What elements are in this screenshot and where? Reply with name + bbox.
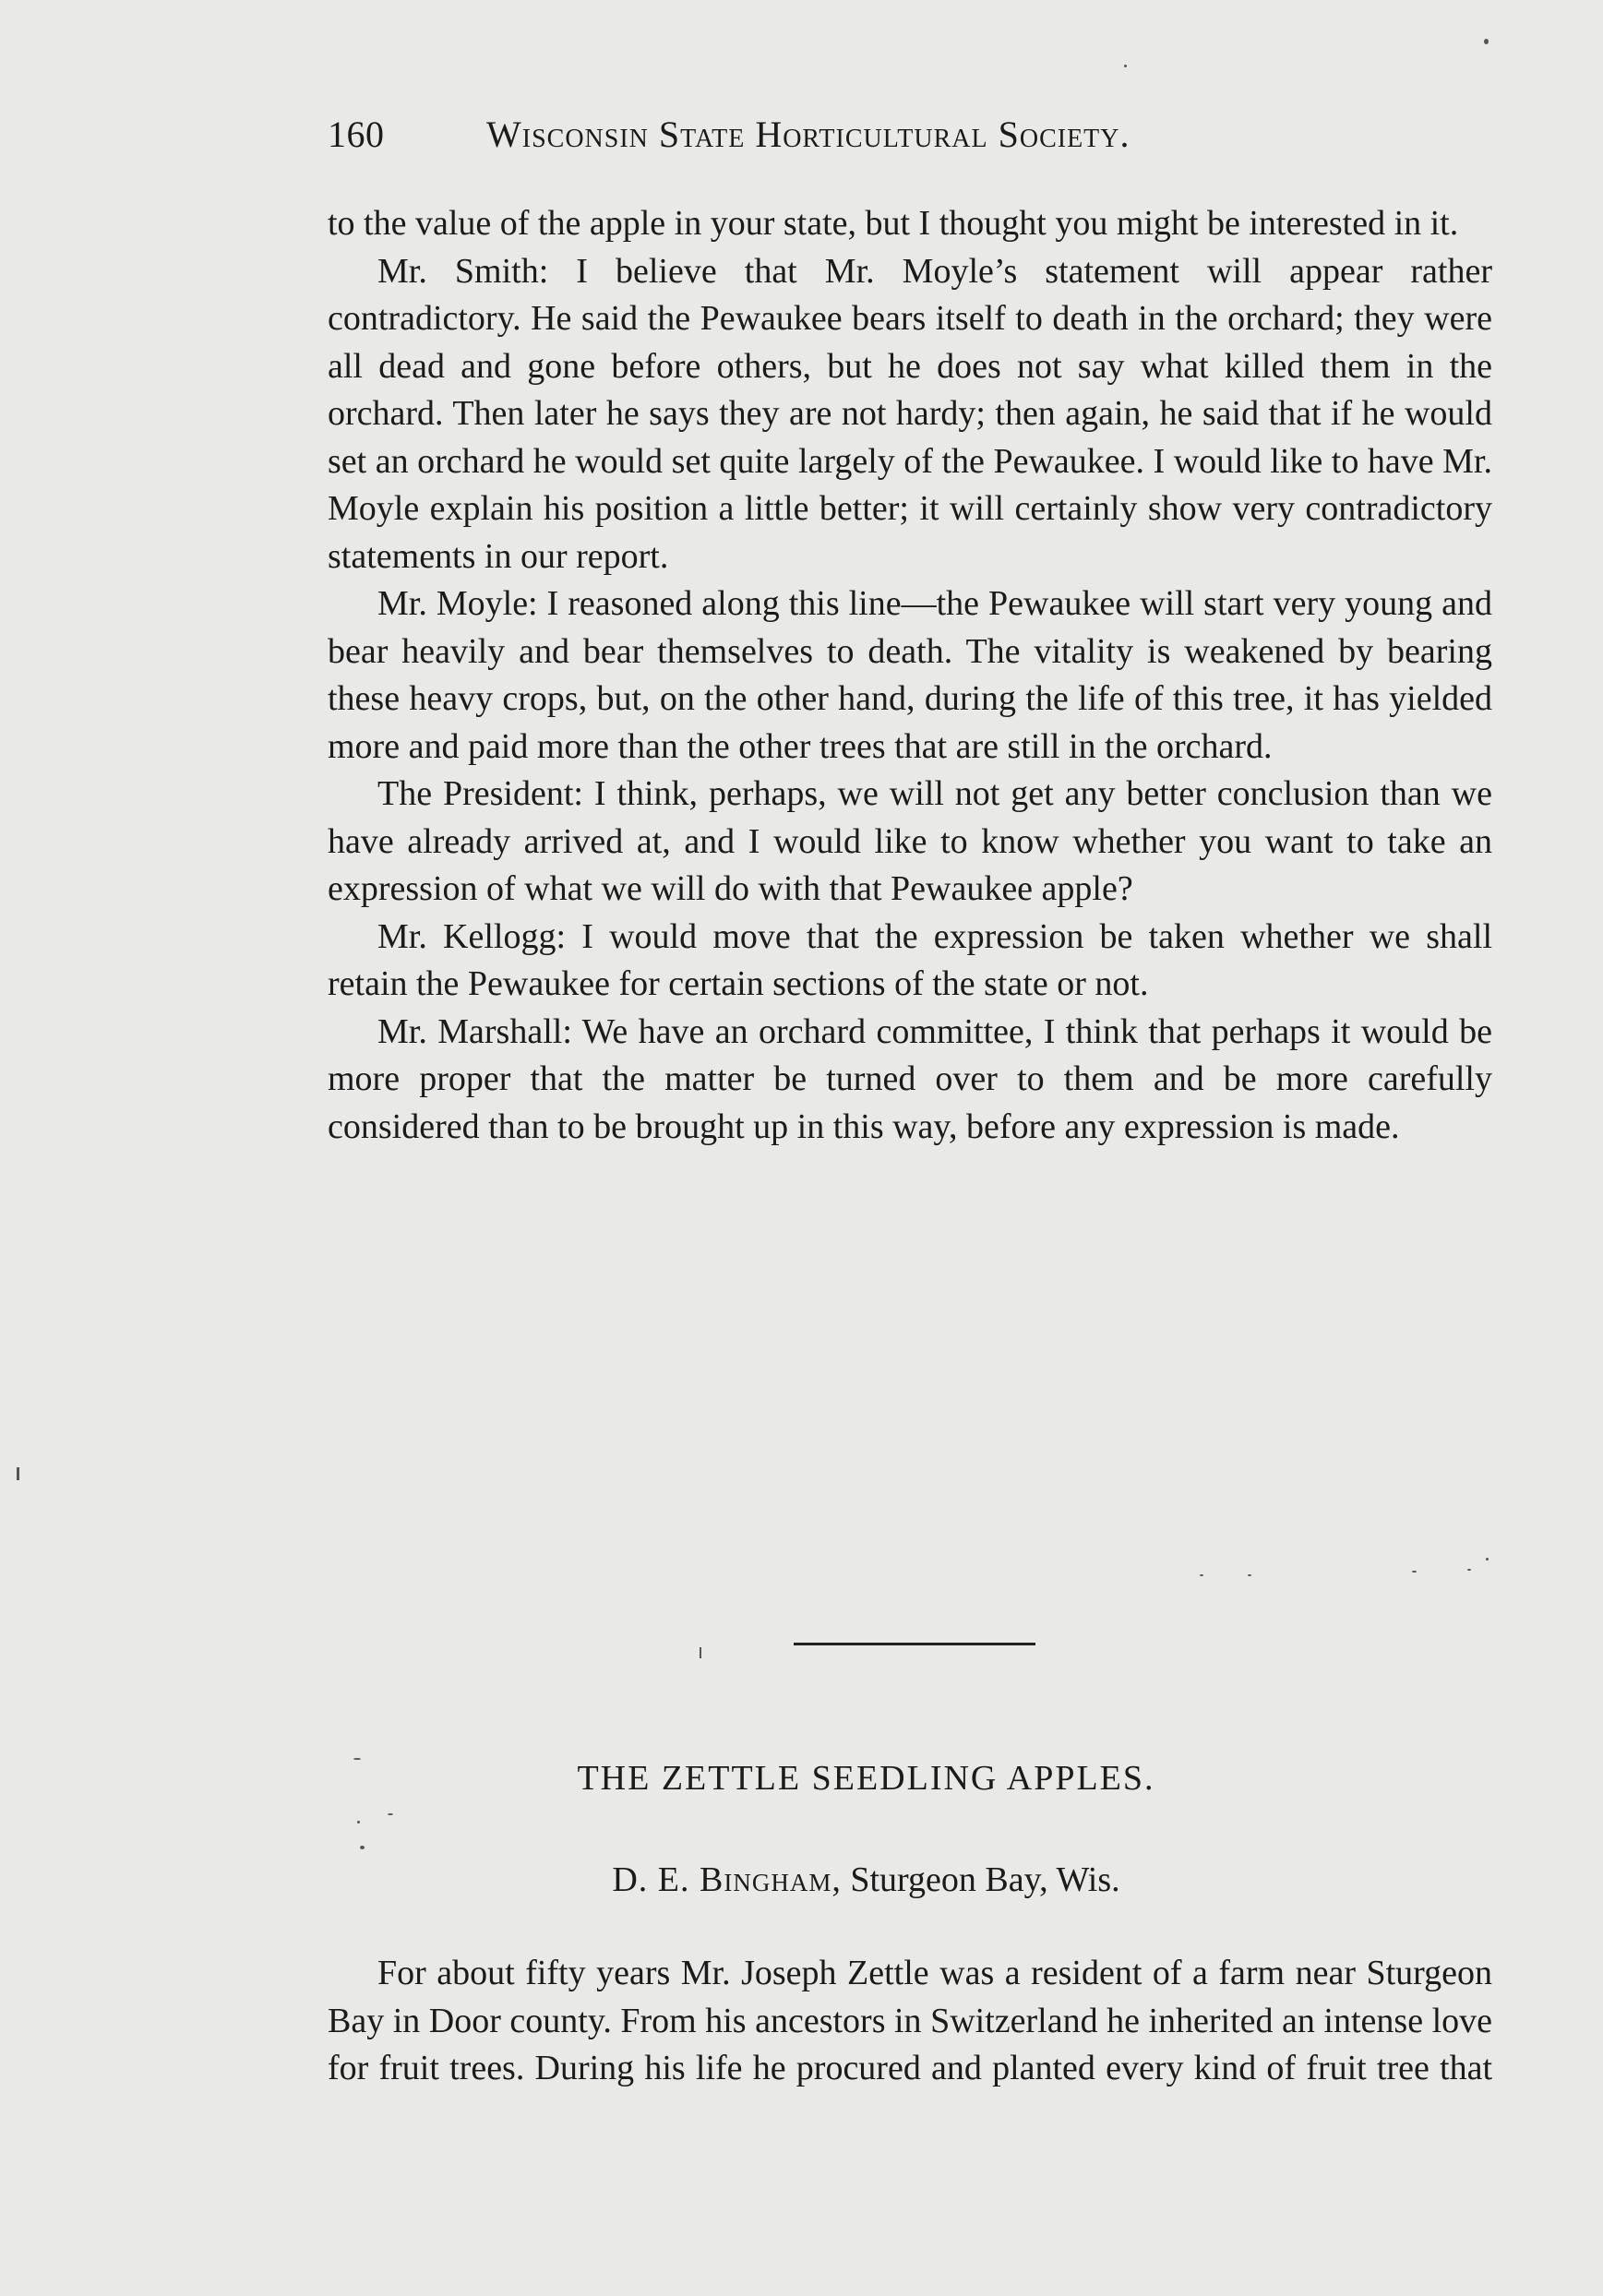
scan-speck (357, 1821, 360, 1824)
paragraph-president: The President: I think, perhaps, we will not get any better conclusion than we have already arrived at, and I would like to know whether you want to take an expression of what we will do with that Pewaukee apple? (328, 774, 1492, 908)
running-head (328, 113, 1306, 156)
article-body (328, 1950, 1492, 2093)
scan-speck (1486, 1558, 1489, 1561)
scan-speck (1200, 1574, 1203, 1576)
scan-speck (360, 1846, 365, 1849)
paragraph-smith: Mr. Smith: I believe that Mr. Moyle’s statement will appear rather contradictory. He said the Pewaukee bears itself to death in the orchard; they were all dead and gone before others, but he does not say what killed them in the orchard. Then later he says they are not hardy; then again, he said that if he would set an orchard he would set quite largely of the Pewaukee. I would like to have Mr. Moyle explain his position a little better; it will certainly show very contradictory statements in our report. (328, 251, 1492, 576)
paragraph-continuation: to the value of the apple in your state, but I thought you might be interested in it. (328, 204, 1459, 243)
scan-speck (17, 1467, 19, 1480)
scan-speck (353, 1758, 361, 1760)
scan-speck (700, 1647, 701, 1658)
paragraph-marshall: Mr. Marshall: We have an orchard committee, I think that perhaps it would be more proper that the matter be turned over to them and be more carefully considered than to be brought up in this way, before any expression is made. (328, 1011, 1492, 1146)
paragraph-kellogg: Mr. Kellogg: I would move that the expression be taken whether we shall retain the Pewaukee for certain sections of the state or not. (328, 916, 1492, 1003)
scan-speck (1124, 65, 1127, 67)
article-paragraph: For about fifty years Mr. Joseph Zettle was a resident of a farm near Sturgeon Bay in Door county. From his ancestors in Switzerland he inherited an intense love for fruit trees. During his life he procured and planted every kind of fruit tree that (328, 1954, 1492, 2087)
running-head-title: Wisconsin State Horticultural Society. (486, 114, 1130, 155)
scan-speck (1484, 39, 1489, 44)
scan-speck (1412, 1571, 1417, 1573)
byline (0, 1860, 1603, 1900)
discussion-text (328, 200, 1492, 1151)
author-location: Sturgeon Bay, Wis. (850, 1860, 1120, 1899)
author-name: D. E. Bingham, (612, 1860, 842, 1899)
scan-speck (388, 1813, 393, 1815)
scan-speck (1248, 1574, 1251, 1576)
scan-speck (1467, 1569, 1471, 1571)
article-title: THE ZETTLE SEEDLING APPLES. (577, 1759, 1155, 1798)
section-divider (794, 1643, 1035, 1645)
paragraph-moyle: Mr. Moyle: I reasoned along this line—the Pewaukee will start very young and bear heavily and bear themselves to death. The vitality is weakened by bearing these heavy crops, but, on the other hand, during the life of this tree, it has yielded more and paid more than the other trees that are still in the orchard. (328, 584, 1492, 766)
page-number: 160 (328, 114, 385, 155)
